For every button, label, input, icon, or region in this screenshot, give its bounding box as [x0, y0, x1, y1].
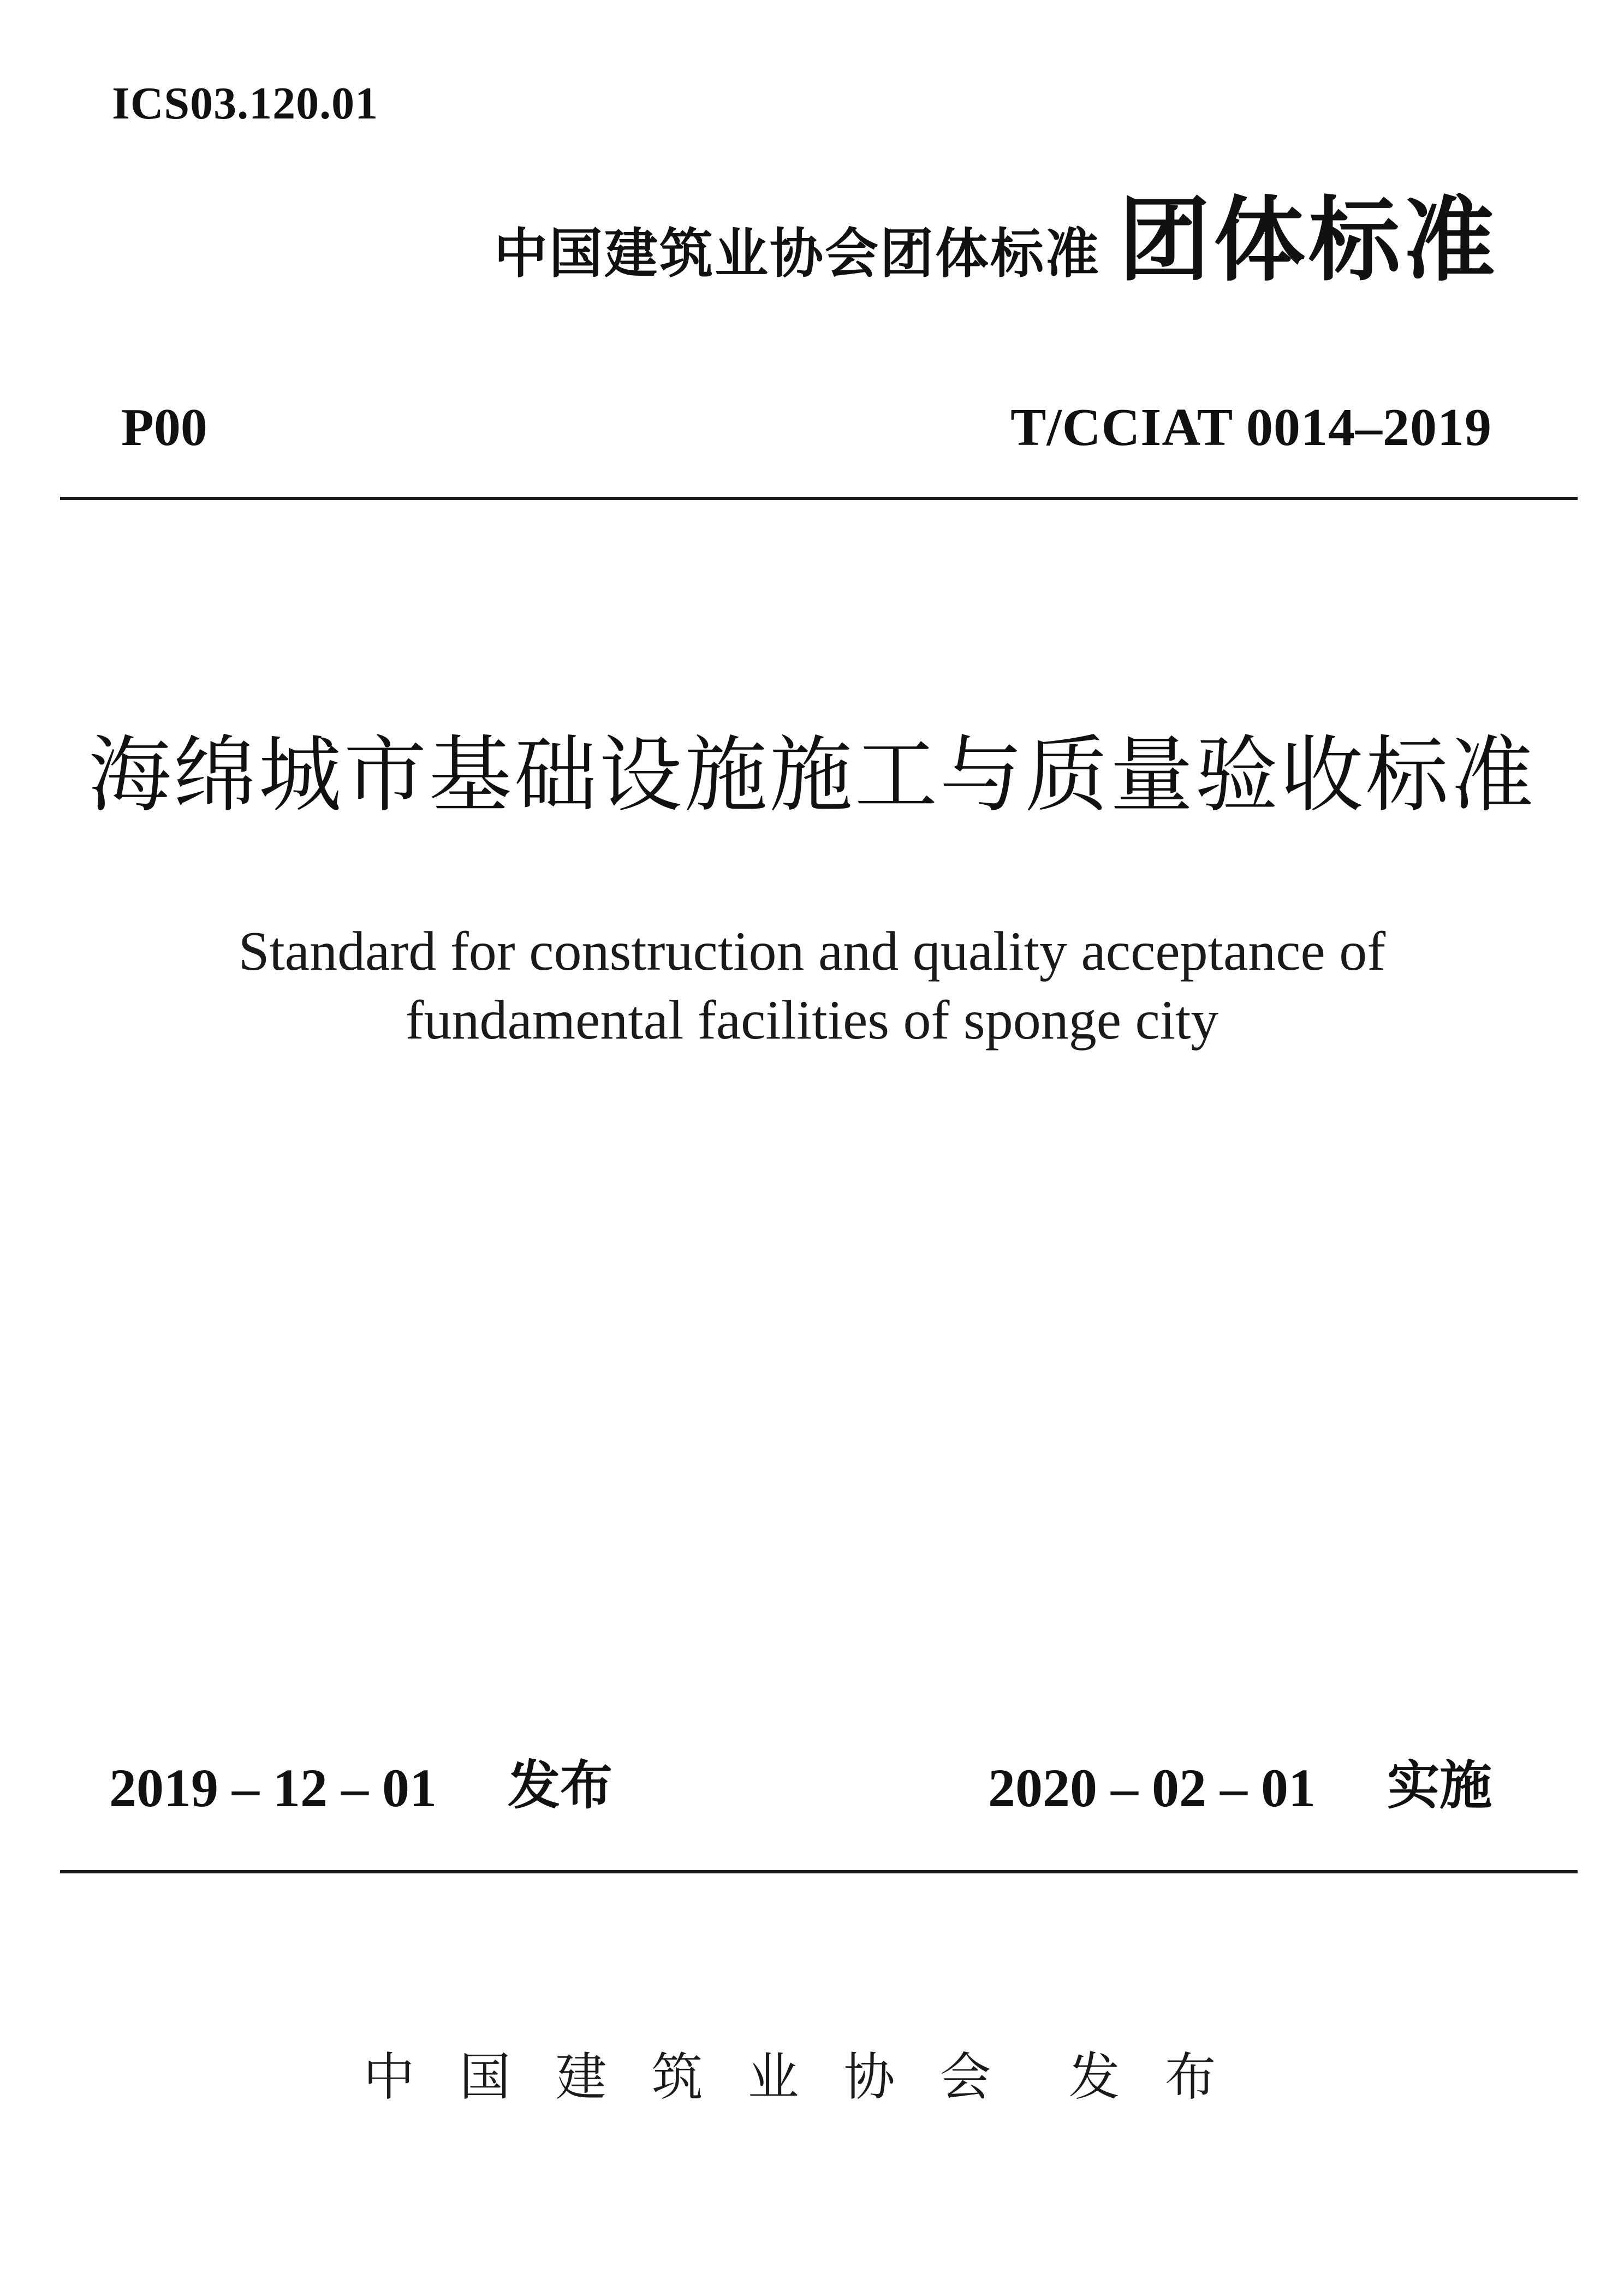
publisher-name: 中国建筑业协会	[363, 2048, 1036, 2107]
ics-code: ICS03.120.01	[112, 78, 379, 129]
publisher-line	[0, 2045, 1624, 2110]
title-english-line-1: Standard for construction and quality acceptance of	[238, 921, 1386, 982]
implementation-label: 实施	[1387, 1755, 1492, 1816]
issue-date: 2019 – 12 – 01	[109, 1758, 437, 1818]
ccs-code: P00	[121, 398, 207, 457]
publish-label: 发布	[1068, 2048, 1261, 2107]
issue-label: 发布	[508, 1755, 612, 1816]
title-english-line-2: fundamental facilities of sponge city	[405, 989, 1219, 1051]
standard-category: 中国建筑业协会团体标准	[494, 223, 1101, 285]
title-chinese: 海绵城市基础设施施工与质量验收标准	[88, 727, 1536, 823]
top-divider	[60, 497, 1578, 500]
standard-number: T/CCIAT 0014–2019	[1010, 398, 1492, 457]
title-english	[0, 917, 1624, 1055]
standard-type: 团体标准	[1119, 187, 1498, 294]
bottom-divider	[60, 1870, 1578, 1873]
implementation-date: 2020 – 02 – 01	[988, 1758, 1316, 1818]
